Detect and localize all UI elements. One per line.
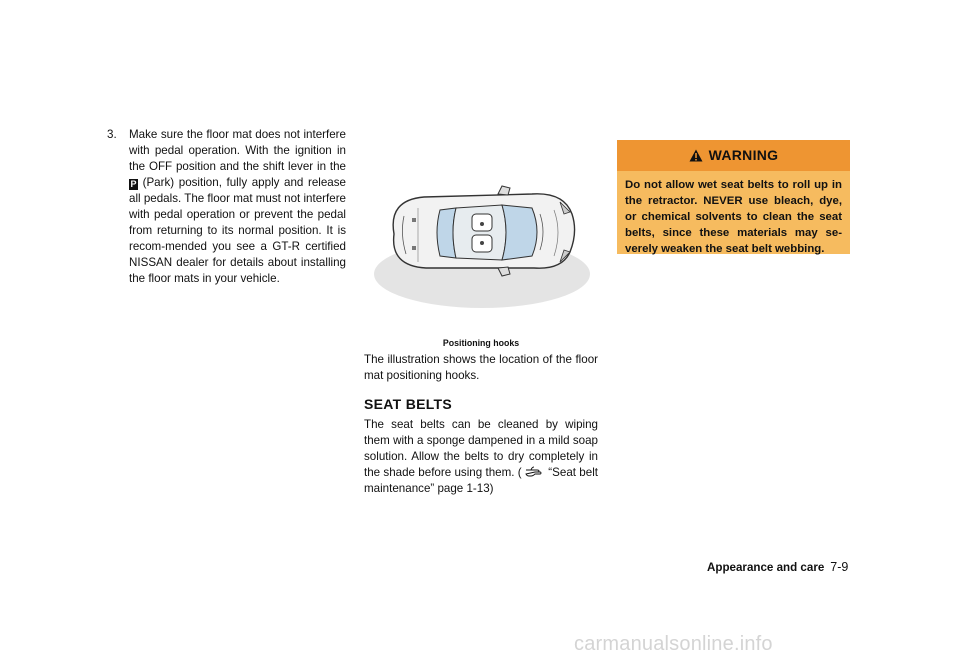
step-text-part2: (Park) position, fully apply and release all pedals. The floor mat must not interfere with pedal operation or prevent the pedal from returning to its normal position. It is recom-mended you see a GT-R certified NISSAN dealer for details about installing the floor mats in your vehicle. — [129, 176, 346, 285]
page-number: 7-9 — [830, 560, 849, 574]
step-3 — [107, 127, 346, 287]
warning-triangle-icon — [689, 149, 703, 162]
seat-belt-cleaning-text — [364, 417, 598, 497]
step-number: 3. — [107, 128, 117, 141]
warning-box — [617, 140, 850, 254]
car-top-view-illustration — [364, 170, 598, 320]
park-symbol-icon: P — [130, 179, 137, 189]
warning-title: WARNING — [708, 147, 779, 163]
section-name: Appearance and care — [707, 561, 825, 574]
step-text-part1: Make sure the floor mat does not interfere with pedal operation. With the ignition in the OFF position and the shift lever in the — [129, 128, 346, 173]
watermark: carmanualsonline.info — [574, 633, 773, 655]
seat-belt-body-text: The seat belts can be cleaned by wiping them with a sponge dampened in a mild soap solution. Allow the belts to dry completely in the shade before using them. ( — [364, 418, 598, 479]
car-top-view-icon — [364, 170, 598, 320]
cross-reference-link[interactable]: “Seat belt maintenance” page 1-13) — [364, 466, 599, 495]
page-footer — [707, 560, 848, 574]
illustration-description: The illustration shows the location of the floor mat positioning hooks. — [364, 353, 598, 382]
warning-text: Do not allow wet seat belts to roll up in the retractor. NEVER use bleach, dye, or chemical solvents to clean the seat belts, since these materials may se-verely weaken the seat belt webbing. — [625, 179, 842, 255]
pointing-hand-icon — [525, 466, 545, 477]
middle-column — [364, 170, 598, 497]
left-column — [107, 127, 346, 287]
warning-header — [617, 140, 850, 171]
figure-caption: Positioning hooks — [442, 338, 520, 348]
section-heading: SEAT BELTS — [364, 396, 453, 412]
